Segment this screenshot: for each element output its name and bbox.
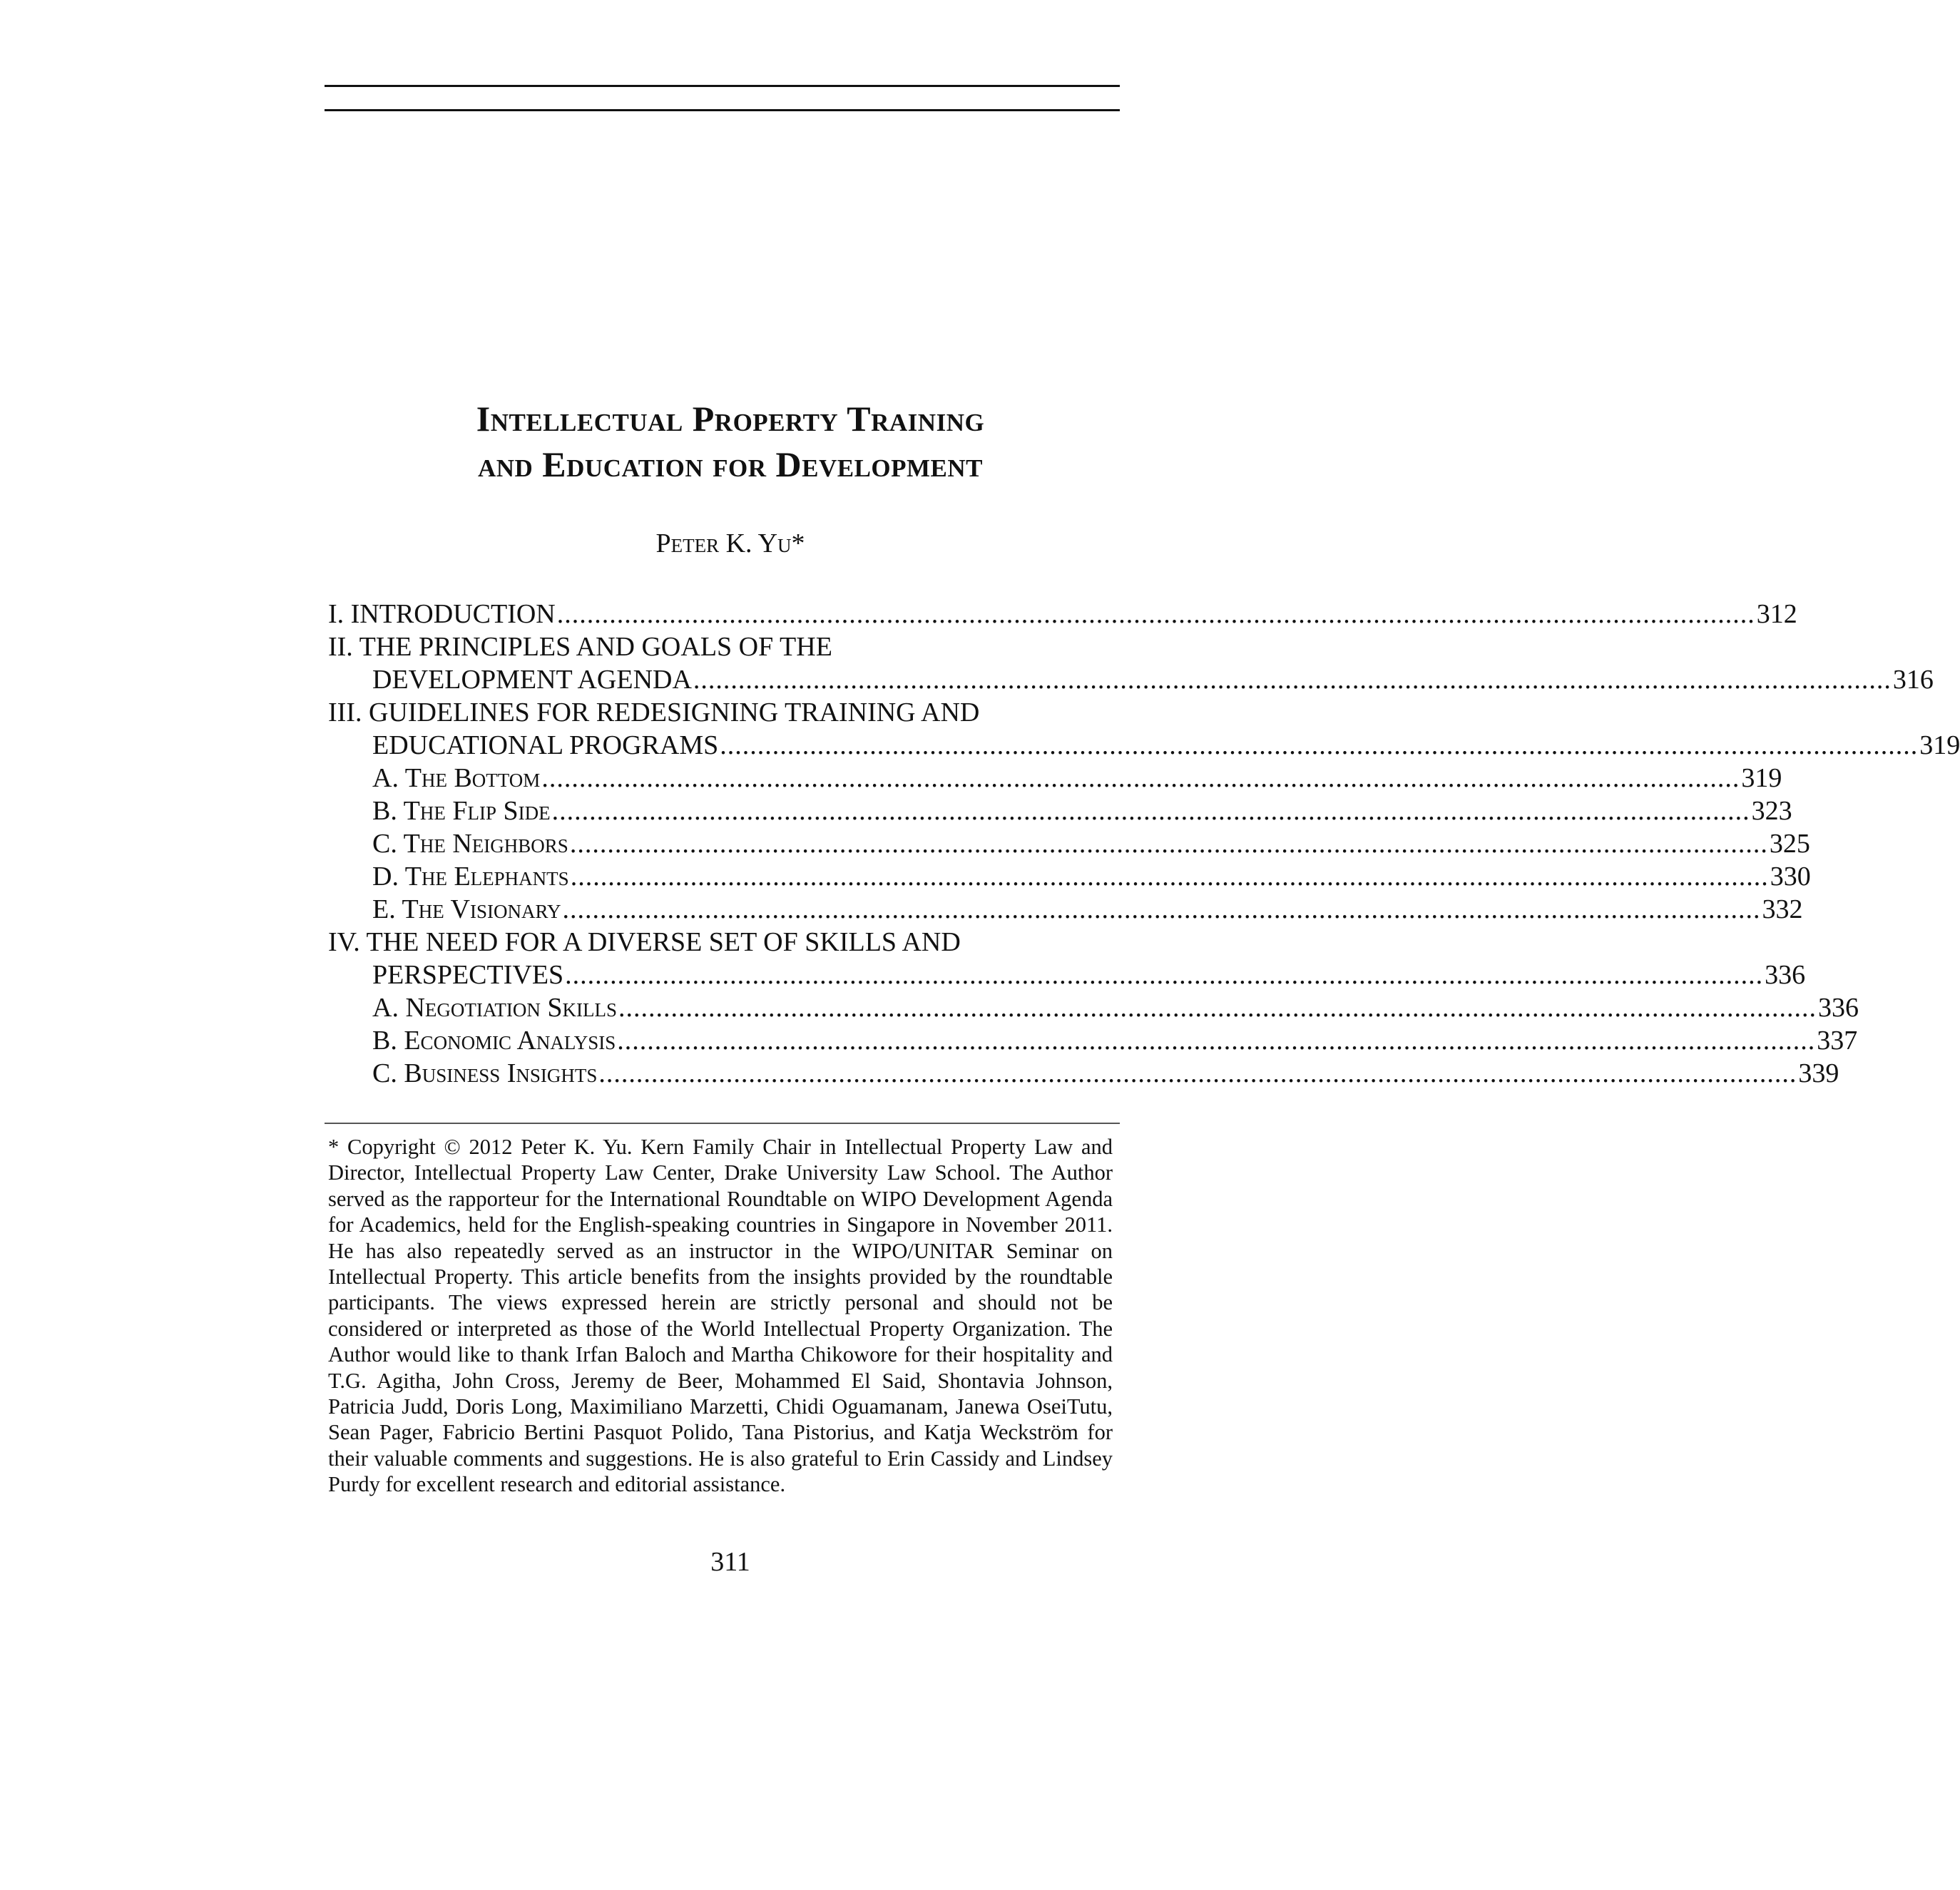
toc-entry-page: 332: [1762, 894, 1803, 924]
toc-entry-page: 312: [1756, 599, 1797, 629]
toc-leader-dots: ................................................................................................................................................................: [556, 599, 1755, 629]
toc-entry-page: 316: [1892, 665, 1934, 695]
toc-entry-label: II. THE PRINCIPLES AND GOALS OF THE: [328, 632, 832, 662]
toc-entry[interactable]: [328, 663, 1934, 696]
toc-entry[interactable]: [328, 598, 1797, 630]
toc-entry[interactable]: [328, 630, 1120, 663]
header-rule-top: [325, 85, 1120, 87]
toc-entry-label: IV. THE NEED FOR A DIVERSE SET OF SKILLS AND: [328, 927, 961, 957]
toc-entry-label: C. The Neighbors: [372, 829, 568, 859]
toc-entry-page: 339: [1798, 1058, 1839, 1088]
toc-entry[interactable]: [328, 959, 1806, 991]
toc-leader-dots: ................................................................................................................................................................: [598, 1058, 1797, 1088]
toc-leader-dots: ................................................................................................................................................................: [570, 862, 1769, 892]
toc-entry[interactable]: [328, 926, 1120, 959]
toc-leader-dots: ................................................................................................................................................................: [565, 960, 1764, 990]
toc-entry-label: I. INTRODUCTION: [328, 599, 556, 629]
toc-entry-page: 323: [1751, 796, 1792, 826]
toc-leader-dots: ................................................................................................................................................................: [720, 730, 1919, 760]
toc-entry[interactable]: [328, 795, 1792, 827]
toc-entry[interactable]: [328, 762, 1782, 795]
toc-entry-label: III. GUIDELINES FOR REDESIGNING TRAINING AND: [328, 698, 980, 727]
toc-leader-dots: ................................................................................................................................................................: [569, 829, 1768, 859]
toc-entry-label: A. The Bottom: [372, 763, 541, 793]
toc-entry[interactable]: [328, 893, 1803, 926]
author-footnote: * Copyright © 2012 Peter K. Yu. Kern Family Chair in Intellectual Property Law and Director, Intellectual Property Law Center, Drake University Law School. The Author served as the rapporteur for the International Roundtable on WIPO Development Agenda for Academics, held for the English-speaking countries in Singapore in November 2011. He has also repeatedly served as an instructor in the WIPO/UNITAR Seminar on Intellectual Property. This article benefits from the insights provided by the roundtable participants. The views expressed herein are strictly personal and should not be considered or interpreted as those of the World Intellectual Property Organization. The Author would like to thank Irfan Baloch and Martha Chikowore for their hospitality and T.G. Agitha, John Cross, Jeremy de Beer, Mohammed El Said, Shontavia Johnson, Patricia Judd, Doris Long, Maximiliano Marzetti, Chidi Oguamanam, Janewa OseiTutu, Sean Pager, Fabricio Bertini Pasquot Polido, Tana Pistorius, and Katja Weckström for their valuable comments and suggestions. He is also grateful to Erin Cassidy and Lindsey Purdy for excellent research and editorial assistance.: [328, 1135, 1113, 1497]
toc-leader-dots: ................................................................................................................................................................: [541, 763, 1740, 793]
toc-entry-page: 336: [1765, 960, 1806, 990]
toc-entry-page: 319: [1741, 763, 1782, 793]
footnote-divider: [325, 1123, 1120, 1124]
header-rule-bottom: [325, 109, 1120, 111]
toc-entry[interactable]: [328, 991, 1859, 1024]
page-number: 311: [710, 1547, 750, 1577]
toc-leader-dots: ................................................................................................................................................................: [562, 894, 1761, 924]
article-author: Peter K. Yu*: [655, 528, 805, 558]
toc-entry-page: 336: [1817, 993, 1859, 1023]
toc-entry-page: 319: [1919, 730, 1960, 760]
toc-entry-page: 325: [1769, 829, 1810, 859]
toc-entry-label: DEVELOPMENT AGENDA: [372, 665, 692, 695]
toc-entry-label: C. Business Insights: [372, 1058, 598, 1088]
toc-entry[interactable]: [328, 1024, 1858, 1057]
toc-entry-label: EDUCATIONAL PROGRAMS: [372, 730, 719, 760]
toc-entry[interactable]: [328, 860, 1811, 893]
toc-entry-label: B. Economic Analysis: [372, 1026, 616, 1056]
article-title-line-2: and Education for Development: [477, 444, 984, 484]
toc-entry-label: A. Negotiation Skills: [372, 993, 617, 1023]
toc-entry-label: D. The Elephants: [372, 862, 569, 892]
toc-leader-dots: ................................................................................................................................................................: [551, 796, 1750, 826]
toc-entry-page: 330: [1770, 862, 1811, 892]
toc-leader-dots: ................................................................................................................................................................: [693, 665, 1892, 695]
article-title: [0, 396, 1461, 487]
toc-leader-dots: ................................................................................................................................................................: [617, 1026, 1816, 1056]
toc-entry[interactable]: [328, 729, 1960, 762]
table-of-contents: [328, 598, 1960, 1090]
toc-entry[interactable]: [328, 827, 1810, 860]
toc-entry-label: PERSPECTIVES: [372, 960, 564, 990]
toc-entry-label: B. The Flip Side: [372, 796, 551, 826]
toc-entry-label: E. The Visionary: [372, 894, 561, 924]
toc-entry[interactable]: [328, 696, 1120, 729]
article-title-line-1: Intellectual Property Training: [476, 399, 985, 439]
toc-entry[interactable]: [328, 1057, 1839, 1090]
toc-entry-page: 337: [1817, 1026, 1858, 1056]
toc-leader-dots: ................................................................................................................................................................: [618, 993, 1817, 1023]
